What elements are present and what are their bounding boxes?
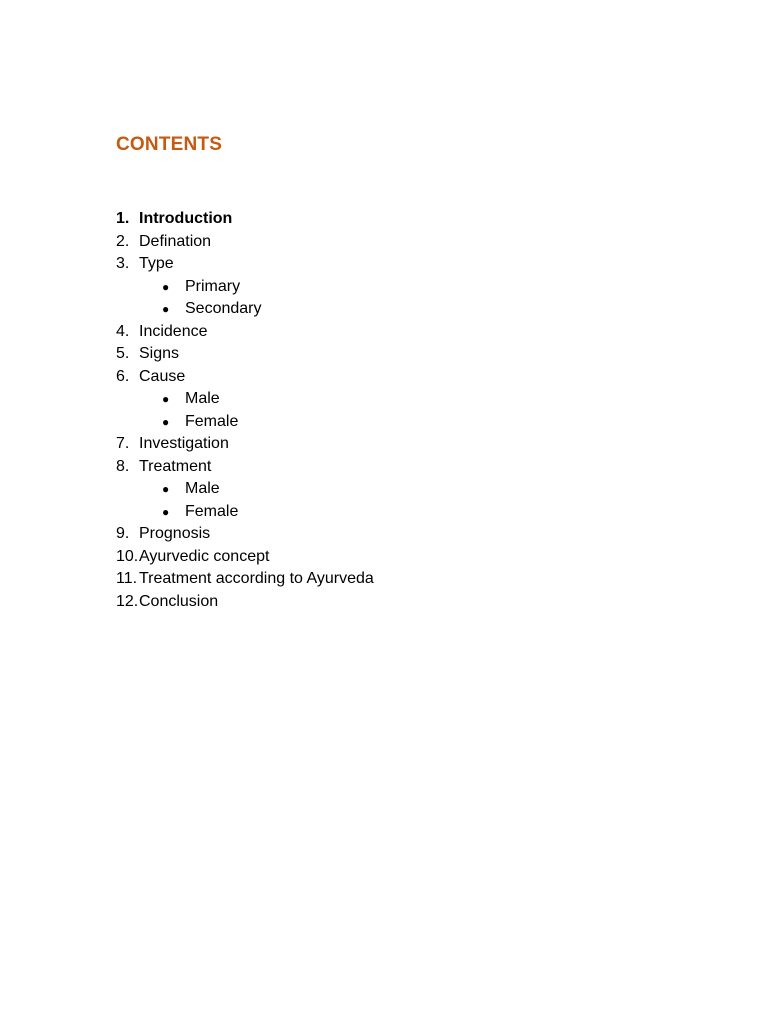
contents-item — [116, 231, 374, 254]
bullet-icon: ● — [162, 504, 170, 519]
item-label: Cause — [139, 367, 186, 385]
contents-subitem — [116, 298, 374, 321]
bullet-icon: ● — [162, 482, 170, 496]
bullet-icon: ● — [162, 279, 170, 294]
item-number: 1. — [116, 210, 130, 227]
subitem-label: Primary — [185, 277, 241, 295]
item-number: 11. — [116, 570, 138, 587]
item-label: Introduction — [139, 210, 233, 227]
item-number: 3. — [116, 255, 130, 272]
item-number: 4. — [116, 322, 130, 340]
contents-item — [116, 321, 374, 344]
contents-item — [116, 366, 374, 389]
subitem-label: Male — [185, 390, 220, 407]
contents-item — [116, 591, 374, 614]
contents-item — [116, 253, 374, 276]
item-label: Signs — [139, 345, 180, 362]
contents-subitem — [116, 276, 374, 299]
item-number: 7. — [116, 435, 130, 452]
contents-item — [116, 208, 374, 231]
contents-item — [116, 568, 374, 591]
item-number: 8. — [116, 457, 130, 475]
contents-item — [116, 523, 374, 546]
subitem-label: Female — [185, 412, 239, 430]
item-label: Defination — [139, 232, 212, 250]
subitem-label: Secondary — [185, 300, 262, 317]
item-label: Ayurvedic concept — [139, 547, 270, 565]
bullet-icon: ● — [162, 414, 170, 429]
contents-subitem — [116, 478, 374, 501]
contents-subitem — [116, 388, 374, 411]
item-number: 10. — [116, 547, 139, 565]
contents-item — [116, 433, 374, 456]
contents-item — [116, 343, 374, 366]
subitem-label: Male — [185, 480, 220, 497]
item-label: Prognosis — [139, 525, 211, 542]
item-label: Treatment — [139, 457, 212, 475]
contents-list — [116, 208, 374, 613]
item-label: Conclusion — [139, 592, 219, 610]
item-label: Treatment according to Ayurveda — [139, 570, 374, 587]
subitem-label: Female — [185, 502, 239, 520]
bullet-icon: ● — [162, 302, 170, 316]
contents-item — [116, 456, 374, 479]
item-number: 12. — [116, 592, 139, 610]
contents-item — [116, 546, 374, 569]
bullet-icon: ● — [162, 392, 170, 406]
contents-subitem — [116, 501, 374, 524]
contents-heading: CONTENTS — [116, 134, 223, 155]
item-label: Type — [139, 255, 174, 272]
item-number: 9. — [116, 525, 130, 542]
item-label: Investigation — [139, 435, 229, 452]
item-number: 2. — [116, 232, 130, 250]
contents-subitem — [116, 411, 374, 434]
item-number: 5. — [116, 345, 130, 362]
item-label: Incidence — [139, 322, 208, 340]
item-number: 6. — [116, 367, 130, 385]
